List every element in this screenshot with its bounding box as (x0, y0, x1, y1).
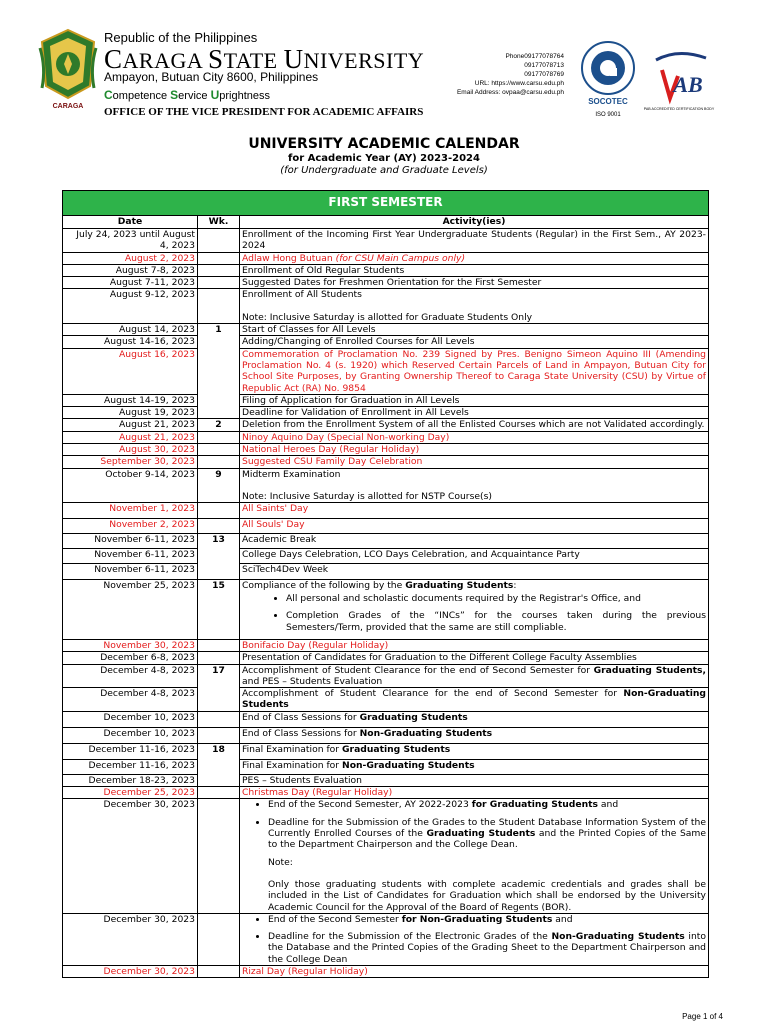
table-row: December 4-8, 2023 17 Accomplishment of Student Clearance for the end of Second Semester for Graduating Students, and PES – Students Evaluation (63, 664, 709, 688)
svg-text:SOCOTEC: SOCOTEC (588, 97, 628, 106)
url-link[interactable]: URL: https://www.carsu.edu.ph (474, 80, 564, 87)
letterhead (0, 0, 768, 125)
svg-text:ISO 9001: ISO 9001 (595, 112, 621, 118)
table-row: August 16, 2023 Commemoration of Proclamation No. 239 Signed by Pres. Benigno Simeon Aquino III (Amending Proclamation No. 4 (s. 1920) which Reserved Certain Parcels of Land in Ampayon, Butuan City for School Site Purposes, by Granting Ownership Thereof to Caraga State University (CSU) by Virtue of Republic Act (RA) No. 9854 (63, 348, 709, 394)
table-row: November 30, 2023 Bonifacio Day (Regular Holiday) (63, 639, 709, 651)
table-row: August 14-19, 2023 Filing of Application for Graduation in All Levels (63, 394, 709, 406)
socotec-iso-logo (576, 38, 640, 122)
table-row: November 25, 2023 15 Compliance of the following by the Graduating Students: • All personal and scholastic documents required by the Registrar's Office, and • Completion Grades of the “INCs” for the courses taken during the previous Semesters/Term, provided that the same are still compliable. (63, 579, 709, 639)
office-name: OFFICE OF THE VICE PRESIDENT FOR ACADEMIC AFFAIRS (104, 106, 424, 118)
table-row: November 6-11, 2023 College Days Celebration, LCO Days Celebration, and Acquaintance Party (63, 549, 709, 564)
table-row: December 11-16, 2023 Final Examination for Non-Graduating Students (63, 759, 709, 774)
republic-line: Republic of the Philippines (104, 30, 258, 45)
email-link[interactable]: Email Address: ovpaa@carsu.edu.ph (456, 89, 564, 96)
calendar-table (62, 190, 709, 978)
table-row: October 9-14, 2023 9 Midterm Examination Note: Inclusive Saturday is allotted for NSTP Course(s) (63, 468, 709, 503)
contact-info: Phone09177078764 09177078713 09177078769 URL: https://www.carsu.edu.ph Email Address: ovpaa@carsu.edu.ph (440, 52, 564, 97)
university-name: CARAGA STATE UNIVERSITY (104, 44, 425, 74)
pab-accreditation-logo (643, 40, 715, 120)
table-row: July 24, 2023 until August 4, 2023 Enrollment of the Incoming First Year Undergraduate Students (Regular) in the First Sem., AY 2023-2024 (63, 229, 709, 253)
table-row: August 2, 2023 Adlaw Hong Butuan (for CSU Main Campus only) (63, 252, 709, 264)
table-row: August 7-11, 2023 Suggested Dates for Freshmen Orientation for the First Semester (63, 277, 709, 289)
column-header-date: Date (63, 216, 198, 229)
page-number: Page 1 of 4 (682, 1012, 723, 1021)
week-number: 17 (198, 664, 240, 711)
week-number: 9 (198, 468, 240, 503)
table-row: December 6-8, 2023 Presentation of Candidates for Graduation to the Different College Faculty Assemblies (63, 652, 709, 664)
table-row: December 10, 2023 End of Class Sessions for Non-Graduating Students (63, 727, 709, 743)
table-row: December 25, 2023 Christmas Day (Regular Holiday) (63, 787, 709, 799)
svg-text:PAB ACCREDITED CERTIFICATION B: PAB ACCREDITED CERTIFICATION BODY (643, 107, 715, 111)
svg-text:AB: AB (673, 72, 703, 97)
table-row: December 4-8, 2023 Accomplishment of Student Clearance for the end of Second Semester for Non-Graduating Students (63, 688, 709, 712)
table-row: December 30, 2023 • End of the Second Semester, AY 2022-2023 for Graduating Students and • Deadline for the Submission of the Grades to the Student Database Information System of the Currently Enrolled Courses of the Graduating Students and the Printed Copies of the Same to the Department Chairperson and the College Dean. Note: Only those graduating students with complete academic credentials and grades shall be included in the List of Candidates for Graduation which shall be endorsed by the University Academic Council for the Approval of the Board of Regents (BOR). (63, 799, 709, 913)
week-number: 2 (198, 419, 240, 431)
non-graduating-end-semester-list: • End of the Second Semester for Non-Graduating Students and • Deadline for the Submission of the Electronic Grades of the Non-Graduating Students into the Database and the Printed Copies of the Grading Sheet to the Department Chairperson and the College Dean (242, 914, 706, 965)
university-address: Ampayon, Butuan City 8600, Philippines (104, 70, 319, 84)
column-header-week: Wk. (198, 216, 240, 229)
week-number: 13 (198, 533, 240, 579)
table-row: December 30, 2023 • End of the Second Semester for Non-Graduating Students and • Deadline for the Submission of the Electronic Grades of the Non-Graduating Students into the Database and the Printed Copies of the Grading Sheet to the Department Chairperson and the College Dean (63, 913, 709, 965)
week-number: 1 (198, 324, 240, 419)
table-row: November 1, 2023 All Saints' Day (63, 503, 709, 518)
table-row: August 7-8, 2023 Enrollment of Old Regular Students (63, 264, 709, 276)
document-title: UNIVERSITY ACADEMIC CALENDAR (248, 136, 520, 152)
table-row: August 9-12, 2023 Enrollment of All Students Note: Inclusive Saturday is allotted for Graduate Students Only (63, 289, 709, 324)
graduating-requirements-list: • All personal and scholastic documents required by the Registrar's Office, and • Completion Grades of the “INCs” for the courses taken during the previous Semesters/Term, provided that the same are still compliable. (242, 593, 706, 633)
week-number: 18 (198, 744, 240, 787)
university-seal-logo (38, 28, 98, 116)
table-row: November 6-11, 2023 13 Academic Break (63, 533, 709, 548)
academic-year: for Academic Year (AY) 2023-2024 (288, 153, 480, 164)
table-header-row (63, 216, 709, 229)
semester-banner: FIRST SEMESTER (63, 191, 709, 216)
table-row: August 14, 2023 1 Start of Classes for All Levels (63, 324, 709, 336)
week-number: 15 (198, 579, 240, 639)
table-row: August 21, 2023 Ninoy Aquino Day (Special Non-working Day) (63, 431, 709, 443)
table-row: December 30, 2023 Rizal Day (Regular Holiday) (63, 966, 709, 978)
table-row: December 18-23, 2023 PES – Students Evaluation (63, 774, 709, 786)
graduating-end-semester-list: • End of the Second Semester, AY 2022-2023 for Graduating Students and • Deadline for the Submission of the Grades to the Student Database Information System of the Currently Enrolled Courses of the Graduating Students and the Printed Copies of the Same to the Department Chairperson and the College Dean. (242, 799, 706, 850)
table-row: August 21, 2023 2 Deletion from the Enrollment System of all the Enlisted Courses which are not Validated accordingly. (63, 419, 709, 431)
table-row: August 30, 2023 National Heroes Day (Regular Holiday) (63, 444, 709, 456)
table-row: December 11-16, 2023 18 Final Examination for Graduating Students (63, 744, 709, 759)
table-row: August 19, 2023 Deadline for Validation of Enrollment in All Levels (63, 407, 709, 419)
svg-text:CARAGA: CARAGA (52, 103, 84, 110)
column-header-activity: Activity(ies) (240, 216, 709, 229)
table-row: September 30, 2023 Suggested CSU Family Day Celebration (63, 456, 709, 468)
table-row: November 2, 2023 All Souls' Day (63, 518, 709, 533)
table-row: November 6-11, 2023 SciTech4Dev Week (63, 564, 709, 579)
table-row: August 14-16, 2023 Adding/Changing of Enrolled Courses for All Levels (63, 336, 709, 348)
table-row: December 10, 2023 End of Class Sessions for Graduating Students (63, 711, 709, 727)
university-motto: Competence Service Uprightness (104, 88, 271, 102)
levels-note: (for Undergraduate and Graduate Levels) (280, 165, 488, 176)
